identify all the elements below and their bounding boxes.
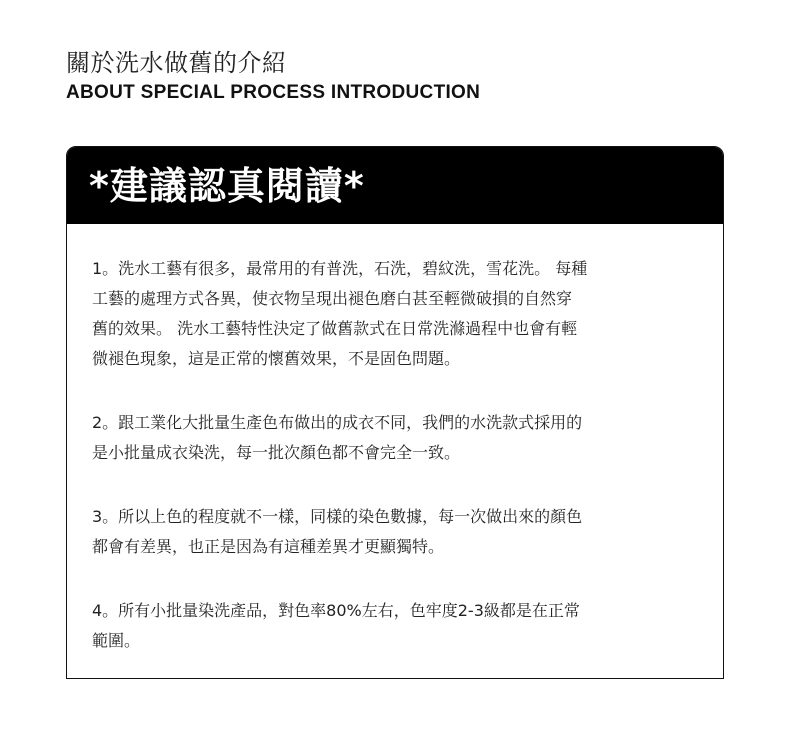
paragraph-line: 微褪色現象，這是正常的懷舊效果，不是固色問題。 bbox=[92, 349, 461, 368]
paragraph-line: 工藝的處理方式各異，使衣物呈現出褪色磨白甚至輕微破損的自然穿 bbox=[92, 289, 573, 308]
paragraph-line: 3。所以上色的程度就不一樣，同樣的染色數據，每一次做出來的顏色 bbox=[92, 507, 583, 526]
banner-text: *建議認真閱讀* bbox=[89, 163, 365, 208]
notice-banner bbox=[67, 147, 723, 224]
paragraph-line: 4。所有小批量染洗產品，對色率80%左右，色牢度2-3級都是在正常 bbox=[92, 601, 580, 620]
paragraph-line: 舊的效果。 洗水工藝特性決定了做舊款式在日常洗滌過程中也會有輕 bbox=[92, 319, 578, 338]
page-subtitle: ABOUT SPECIAL PROCESS INTRODUCTION bbox=[66, 82, 481, 103]
notice-paragraph-1 bbox=[92, 254, 702, 374]
notice-body bbox=[67, 224, 723, 656]
page-header bbox=[66, 47, 480, 105]
page-title: 關於洗水做舊的介紹 bbox=[66, 49, 287, 77]
notice-paragraph-2 bbox=[92, 408, 702, 468]
paragraph-line: 1。洗水工藝有很多，最常用的有普洗，石洗，碧紋洗，雪花洗。 每種 bbox=[92, 259, 588, 278]
notice-card bbox=[66, 146, 724, 679]
paragraph-line: 都會有差異，也正是因為有這種差異才更顯獨特。 bbox=[92, 537, 445, 556]
paragraph-line: 範圍。 bbox=[92, 631, 141, 650]
paragraph-line: 2。跟工業化大批量生產色布做出的成衣不同，我們的水洗款式採用的 bbox=[92, 413, 583, 432]
paragraph-line: 是小批量成衣染洗，每一批次顏色都不會完全一致。 bbox=[92, 443, 461, 462]
notice-paragraph-3 bbox=[92, 502, 702, 562]
notice-paragraph-4 bbox=[92, 596, 702, 656]
